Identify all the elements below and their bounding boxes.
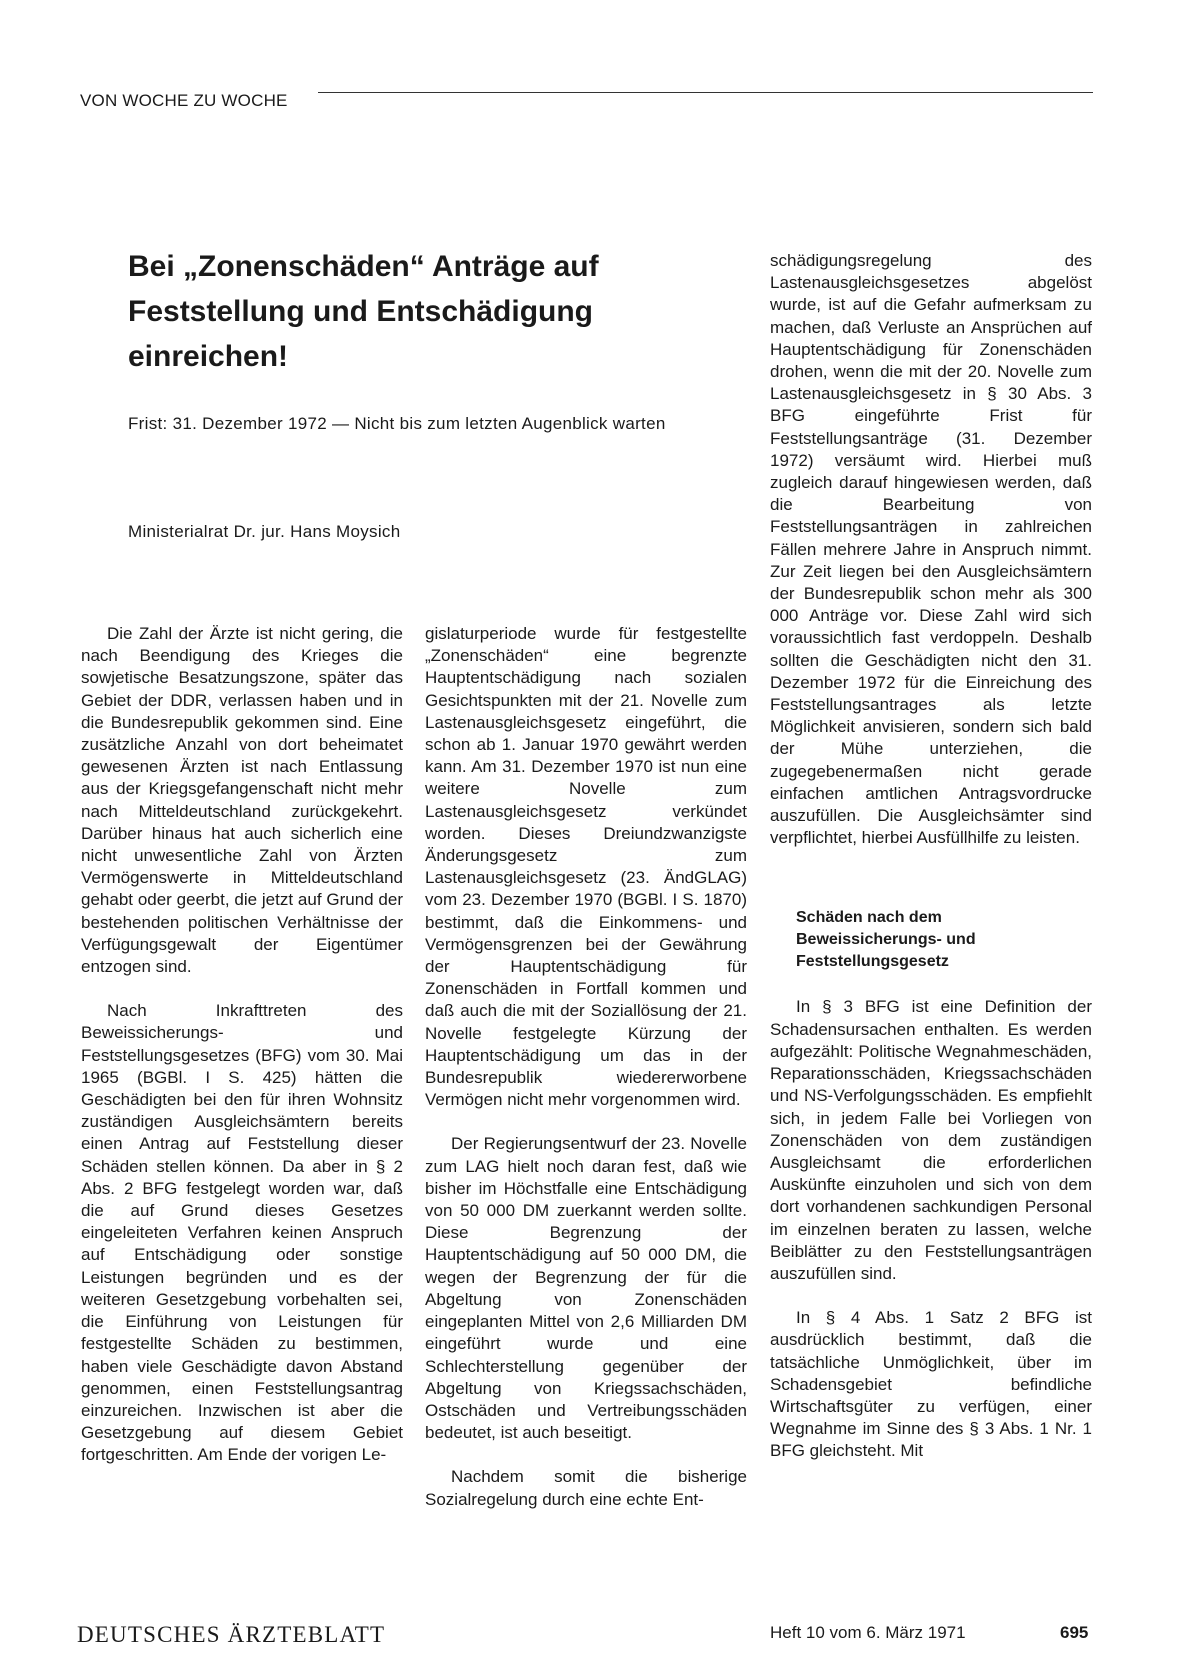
- section-header: VON WOCHE ZU WOCHE: [80, 91, 288, 110]
- header-rule: [318, 92, 1093, 93]
- paragraph: Nach Inkrafttreten des Beweissicherungs- und Feststellungsgesetzes (BFG) vom 30. Mai 1965 (BGBl. I S. 425) hätten die Geschädigten bei den für ihren Wohnsitz zuständigen Ausgleichsämtern bereits einen Antrag auf Feststellung dieser Schäden stellen können. Da aber in § 2 Abs. 2 BFG festgelegt worden war, daß die auf Grund dieses Gesetzes eingeleiteten Verfahren keinen Anspruch auf Entschädigung oder sonstige Leistungen begründen und es der weiteren Gesetzgebung vorbehalten sei, die Einführung von Leistungen für festgestellte Schäden zu bestimmen, haben viele Geschädigte davon Abstand genommen, einen Feststellungsantrag einzureichen. Inzwischen ist aber die Gesetzgebung auf diesem Gebiet fortgeschritten. Am Ende der vorigen Le-: [81, 1001, 403, 1465]
- paragraph: Die Zahl der Ärzte ist nicht gering, die nach Beendigung des Krieges die sowjetische Besatzungszone, später das Gebiet der DDR, verlassen haben und in die Bundesrepublik gekommen sind. Eine zusätzliche Anzahl von dort beheimatet gewesenen Ärzten ist nach Entlassung aus der Kriegsgefangenschaft nicht mehr nach Mitteldeutschland zurückgekehrt. Darüber hinaus hat auch sicherlich eine nicht unwesentliche Zahl von Ärzten Vermögenswerte in Mitteldeutschland gehabt oder geerbt, die jetzt auf Grund der bestehenden politischen Verhältnisse der Verfügungsgewalt der Eigentümer entzogen sind.: [81, 624, 403, 977]
- paragraph: Nachdem somit die bisherige Sozialregelung durch eine echte Ent-: [425, 1467, 747, 1509]
- article-title: Bei „Zonenschäden“ Anträge auf Feststellung und Entschädigung einreichen!: [128, 250, 599, 373]
- footer-issue: Heft 10 vom 6. März 1971: [770, 1623, 966, 1642]
- column-1: [81, 623, 403, 1489]
- paragraph: gislaturperiode wurde für festgestellte „Zonenschäden“ eine begrenzte Hauptentschädigung nach sozialen Gesichtspunkten mit der 21. Novelle zum Lastenausgleichsgesetz eingeführt, die schon ab 1. Januar 1970 gewährt werden kann. Am 31. Dezember 1970 ist nun eine weitere Novelle zum Lastenausgleichsgesetz verkündet worden. Dieses Dreiundzwanzigste Änderungsgesetz zum Lastenausgleichsgesetz (23. ÄndGLAG) vom 23. Dezember 1970 (BGBl. I S. 1870) bestimmt, daß die Einkommens- und Vermögensgrenzen bei der Gewährung der Hauptentschädigung für Zonenschäden in Fortfall kommen und daß auch die mit der Soziallösung der 21. Novelle festgelegte Kürzung der Hauptentschädigung um das in der Bundesrepublik wiedererworbene Vermögen nicht mehr vorgenommen wird.: [425, 624, 747, 1110]
- paragraph: In § 3 BFG ist eine Definition der Schadensursachen enthalten. Es werden aufgezählt: Politische Wegnahmeschäden, Reparationsschäden, Kriegssachschäden und NS-Verfolgungsschäden. Es empfiehlt sich, in jedem Falle bei Vorliegen von Zonenschäden von dem zuständigen Ausgleichsamt die erforderlichen Auskünfte einzuholen und sich von dem dort vorhandenen sachkundigen Personal im einzelnen beraten zu lassen, welche Beiblätter zu den Feststellungsanträgen auszufüllen sind.: [770, 997, 1092, 1283]
- article-author: Ministerialrat Dr. jur. Hans Moysich: [128, 522, 401, 541]
- section-subheading: Schäden nach dem Beweissicherungs- und Feststellungsgesetz: [796, 909, 976, 971]
- footer-journal-name: DEUTSCHES ÄRZTEBLATT: [77, 1622, 386, 1647]
- paragraph: In § 4 Abs. 1 Satz 2 BFG ist ausdrücklich bestimmt, daß die tatsächliche Unmöglichkeit, über im Schadensgebiet befindliche Wirtschaftsgüter zu verfügen, einer Wegnahme im Sinne des § 3 Abs. 1 Nr. 1 BFG gleichsteht. Mit: [770, 1308, 1092, 1461]
- article-subtitle: Frist: 31. Dezember 1972 — Nicht bis zum letzten Augenblick warten: [128, 414, 666, 433]
- page-number: 695: [1060, 1623, 1089, 1642]
- column-3: [770, 250, 1092, 1485]
- paragraph: schädigungsregelung des Lastenausgleichsgesetzes abgelöst wurde, ist auf die Gefahr aufmerksam zu machen, daß Verluste an Ansprüchen auf Hauptentschädigung für Zonenschäden drohen, wenn die mit der 20. Novelle zum Lastenausgleichsgesetz in § 30 Abs. 3 BFG eingeführte Frist für Feststellungsanträge (31. Dezember 1972) versäumt wird. Hierbei muß zugleich darauf hingewiesen werden, daß die Bearbeitung von Feststellungsanträgen in zahlreichen Fällen mehrere Jahre in Anspruch nimmt. Zur Zeit liegen bei den Ausgleichsämtern der Bundesrepublik schon mehr als 300 000 Anträge vor. Diese Zahl wird sich voraussichtlich fast verdoppeln. Deshalb sollten die Geschädigten nicht den 31. Dezember 1972 für die Einreichung des Feststellungsantrages als letzte Möglichkeit anvisieren, sondern sich bald der Mühe unterziehen, die zugegebenermaßen nicht gerade einfachen amtlichen Antragsvordrucke auszufüllen. Die Ausgleichsämter sind verpflichtet, hierbei Ausfüllhilfe zu leisten.: [770, 251, 1092, 848]
- paragraph: Der Regierungsentwurf der 23. Novelle zum LAG hielt noch daran fest, daß wie bisher im Höchstfalle eine Entschädigung von 50 000 DM zuerkannt werden sollte. Diese Begrenzung der Hauptentschädigung auf 50 000 DM, die wegen der Begrenzung der für die Abgeltung von Zonenschäden eingeplanten Mittel von 2,6 Milliarden DM eingeführt wurde und eine Schlechterstellung gegenüber der Abgeltung von Kriegssachschäden, Ostschäden und Vertreibungsschäden bedeutet, ist auch beseitigt.: [425, 1134, 747, 1443]
- column-2: [425, 623, 747, 1533]
